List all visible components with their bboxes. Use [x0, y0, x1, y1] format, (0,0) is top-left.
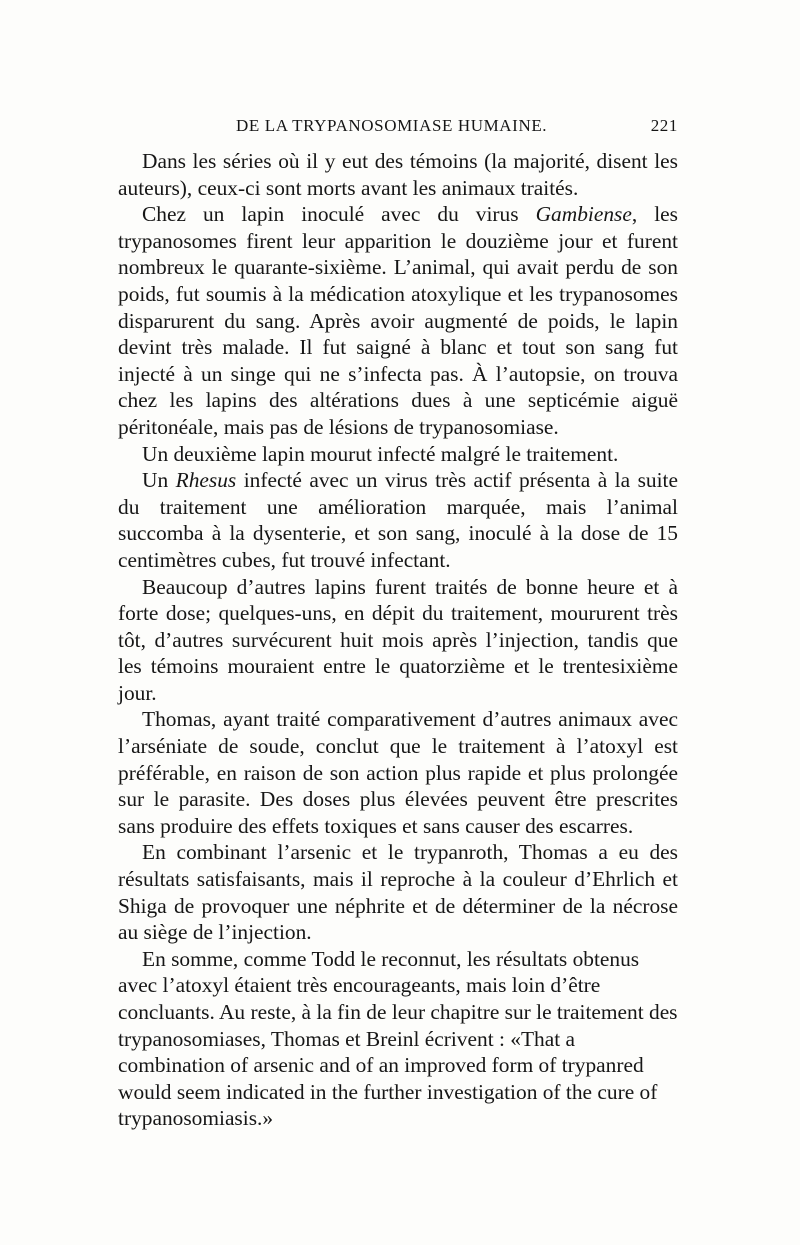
paragraph-4 — [118, 467, 678, 573]
page-number: 221 — [650, 116, 678, 135]
paragraph-2-italic-term: Gambiense — [535, 202, 632, 227]
running-title: DE LA TRYPANOSOMIASE HUMAINE. — [236, 116, 548, 135]
paragraph-2-text-after: , les trypanosomes firent leur apparition le douzième jour et furent nombreux le quarante-sixième. L’animal, qui avait perdu de son poids, fut soumis à la médication atoxylique et les trypanosomes disparurent du sang. Après avoir augmenté de poids, le lapin devint très malade. Il fut saigné à blanc et tout son sang fut injecté à un singe qui ne s’infecta pas. À l’autopsie, on trouva chez les lapins des altérations dues à une septicémie aiguë péritonéale, mais pas de lésions de trypanosomiase. — [118, 202, 678, 439]
paragraph-6: Thomas, ayant traité comparativement d’autres animaux avec l’arséniate de soude, conclut que le traitement à l’atoxyl est préférable, en raison de son action plus rapide et plus prolongée sur le parasite. Des doses plus élevées peuvent être prescrites sans produire des effets toxiques et sans causer des escarres. — [118, 707, 678, 838]
paragraph-7: En combinant l’arsenic et le trypanroth, Thomas a eu des résultats satisfaisants, mais il reproche à la couleur d’Ehrlich et Shiga de provoquer une néphrite et de déterminer de la nécrose au siège de l’injection. — [118, 840, 678, 945]
paragraph-5: Beaucoup d’autres lapins furent traités de bonne heure et à forte dose; quelques-uns, en dépit du traitement, moururent très tôt, d’autres survécurent huit mois après l’injection, tandis que les témoins mouraient entre le quatorzième et le trentesixième jour. — [118, 574, 678, 705]
paragraph-8: En somme, comme Todd le reconnut, les résultats obtenus avec l’atoxyl étaient très encourageants, mais loin d’être concluants. Au reste, à la fin de leur chapitre sur le traitement des trypanosomiases, Thomas et Breinl écrivent : «That a combination of arsenic and of an improved form of trypanred would seem indicated in the further investigation of the cure of trypanosomiasis.» — [118, 946, 678, 1131]
paragraph-4-text-before: Un — [142, 468, 176, 493]
paragraph-1: Dans les séries où il y eut des témoins (la majorité, disent les auteurs), ceux-ci sont morts avant les animaux traités. — [118, 149, 678, 200]
paragraph-2-text-before: Chez un lapin inoculé avec du virus — [142, 202, 536, 227]
paragraph-4-text-after: infecté avec un virus très actif présenta à la suite du traitement une amélioration marquée, mais l’animal succomba à la dysenterie, et son sang, inoculé à la dose de 15 centimètres cubes, fut trouvé infectant. — [118, 468, 678, 572]
page-header — [118, 116, 678, 140]
body-text — [118, 148, 678, 1132]
paragraph-2 — [118, 201, 678, 440]
paragraph-3: Un deuxième lapin mourut infecté malgré le traitement. — [142, 441, 619, 466]
paragraph-4-italic-term: Rhesus — [175, 468, 237, 493]
